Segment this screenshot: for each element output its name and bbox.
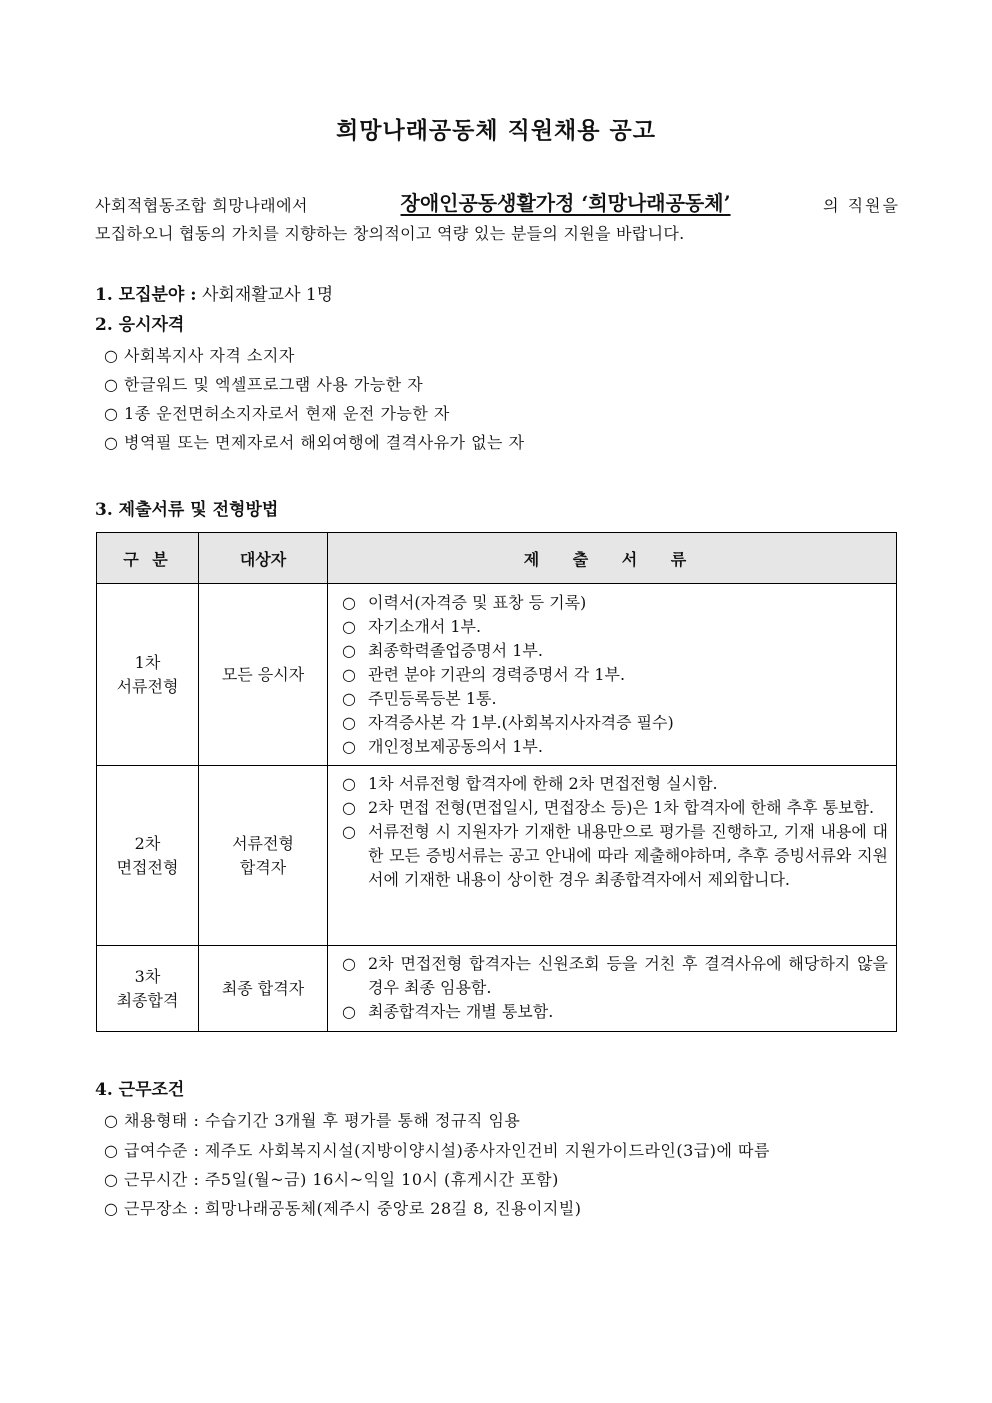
bullet-circle: ○ [342, 798, 356, 817]
doc-item [342, 735, 888, 759]
doc-item [342, 615, 888, 639]
doc-text: 주민등록등본 1통. [368, 689, 497, 708]
doc-text: 자기소개서 1부. [368, 617, 482, 636]
doc-item [342, 820, 888, 892]
qualification-item: ○ 1종 운전면허소지자로서 현재 운전 가능한 자 [104, 404, 450, 423]
stage-cell [97, 766, 199, 946]
target-cell: 모든 응시자 [199, 584, 328, 766]
bullet-circle: ○ [342, 713, 356, 732]
doc-item [342, 796, 888, 820]
stage-name: 면접전형 [116, 857, 179, 877]
doc-item [342, 772, 888, 796]
table-row [97, 584, 897, 766]
doc-text: 관련 분야 기관의 경력증명서 각 1부. [368, 665, 626, 684]
target-cell [199, 766, 328, 946]
doc-text: 2차 면접 전형(면접일시, 면접장소 등)은 1차 합격자에 한해 추후 통보함. [368, 798, 875, 817]
work-condition-item: ○ 근무시간 : 주5일(월~금) 16시~익일 10시 (휴게시간 포함) [104, 1170, 559, 1189]
qualification-item: ○ 병역필 또는 면제자로서 해외여행에 결격사유가 없는 자 [104, 433, 525, 452]
doc-item [342, 711, 888, 735]
bullet-circle: ○ [342, 774, 356, 793]
stage-cell [97, 584, 199, 766]
intro-line-1 [95, 186, 900, 216]
bullet-circle: ○ [342, 641, 356, 660]
doc-text: 서류전형 시 지원자가 기재한 내용만으로 평가를 진행하고, 기재 내용에 대한 모든 증빙서류는 공고 안내에 따라 제출해야하며, 추후 증빙서류와 지원서에 기재한 내용이 상이한 경우 최종합격자에서 제외합니다. [368, 822, 888, 889]
stage-number: 1차 [134, 652, 161, 672]
qualification-item: ○ 한글워드 및 엑셀프로그램 사용 가능한 자 [104, 375, 424, 394]
header-division: 구 분 [97, 533, 199, 584]
table-row [97, 946, 897, 1032]
doc-item [342, 687, 888, 711]
documents-table [96, 532, 897, 1032]
header-target: 대상자 [199, 533, 328, 584]
documents-cell [328, 946, 897, 1032]
intro-org: 사회적협동조합 희망나래에서 [95, 196, 309, 215]
section-4-heading-text: 4. 근무조건 [95, 1080, 185, 1100]
stage-number: 3차 [134, 966, 161, 986]
section-2-heading-text: 2. 응시자격 [95, 315, 185, 335]
bullet-circle: ○ [342, 954, 356, 973]
target-cell: 최종 합격자 [199, 946, 328, 1032]
doc-text: 이력서(자격증 및 표창 등 기록) [368, 593, 587, 612]
doc-text: 자격증사본 각 1부.(사회복지사자격증 필수) [368, 713, 674, 732]
bullet-circle: ○ [342, 665, 356, 684]
bullet-circle: ○ [342, 822, 356, 841]
doc-text: 1차 서류전형 합격자에 한해 2차 면접전형 실시함. [368, 774, 718, 793]
table-row [97, 766, 897, 946]
target-line: 합격자 [239, 857, 287, 877]
doc-text: 개인정보제공동의서 1부. [368, 737, 543, 756]
intro-facility-name: 장애인공동생활가정 ‘희망나래공동체’ [400, 191, 731, 215]
doc-text: 최종학력졸업증명서 1부. [368, 641, 543, 660]
documents-cell [328, 584, 897, 766]
work-condition-item: ○ 근무장소 : 희망나래공동체(제주시 중앙로 28길 8, 진용이지빌) [104, 1199, 582, 1218]
stage-name: 최종합격 [116, 990, 179, 1010]
doc-item [342, 663, 888, 687]
intro-suffix: 의 직원을 [823, 196, 900, 215]
bullet-circle: ○ [342, 689, 356, 708]
qualification-item: ○ 사회복지사 자격 소지자 [104, 346, 295, 365]
stage-name: 서류전형 [116, 676, 179, 696]
intro-line-2: 모집하오니 협동의 가치를 지향하는 창의적이고 역량 있는 분들의 지원을 바랍니다. [95, 224, 685, 243]
stage-cell [97, 946, 199, 1032]
section-2-heading [95, 310, 184, 335]
table-header-row [97, 533, 897, 584]
doc-text: 최종합격자는 개별 통보함. [368, 1002, 554, 1021]
doc-item [342, 1000, 888, 1024]
doc-item [342, 591, 888, 615]
work-condition-item: ○ 채용형태 : 수습기간 3개월 후 평가를 통해 정규직 임용 [104, 1111, 521, 1130]
header-documents: 제 출 서 류 [328, 533, 897, 584]
stage-number: 2차 [134, 833, 161, 853]
section-4-heading [95, 1075, 184, 1100]
section-3-heading-text: 3. 제출서류 및 전형방법 [95, 500, 279, 520]
bullet-circle: ○ [342, 737, 356, 756]
documents-cell [328, 766, 897, 946]
doc-text: 2차 면접전형 합격자는 신원조회 등을 거친 후 결격사유에 해당하지 않을 경우 최종 임용함. [368, 954, 888, 997]
bullet-circle: ○ [342, 1002, 356, 1021]
section-3-heading [95, 495, 278, 520]
section-1-recruit-field [95, 280, 333, 305]
work-condition-item: ○ 급여수준 : 제주도 사회복지시설(지방이양시설)종사자인건비 지원가이드라인(3급)에 따름 [104, 1141, 770, 1160]
bullet-circle: ○ [342, 593, 356, 612]
notice-title: 희망나래공동체 직원채용 공고 [336, 117, 656, 144]
section-1-value: 사회재활교사 1명 [201, 285, 334, 305]
doc-item [342, 639, 888, 663]
target-line: 서류전형 [232, 833, 294, 853]
doc-item [342, 952, 888, 1000]
bullet-circle: ○ [342, 617, 356, 636]
section-1-heading: 1. 모집분야 : [95, 285, 197, 305]
